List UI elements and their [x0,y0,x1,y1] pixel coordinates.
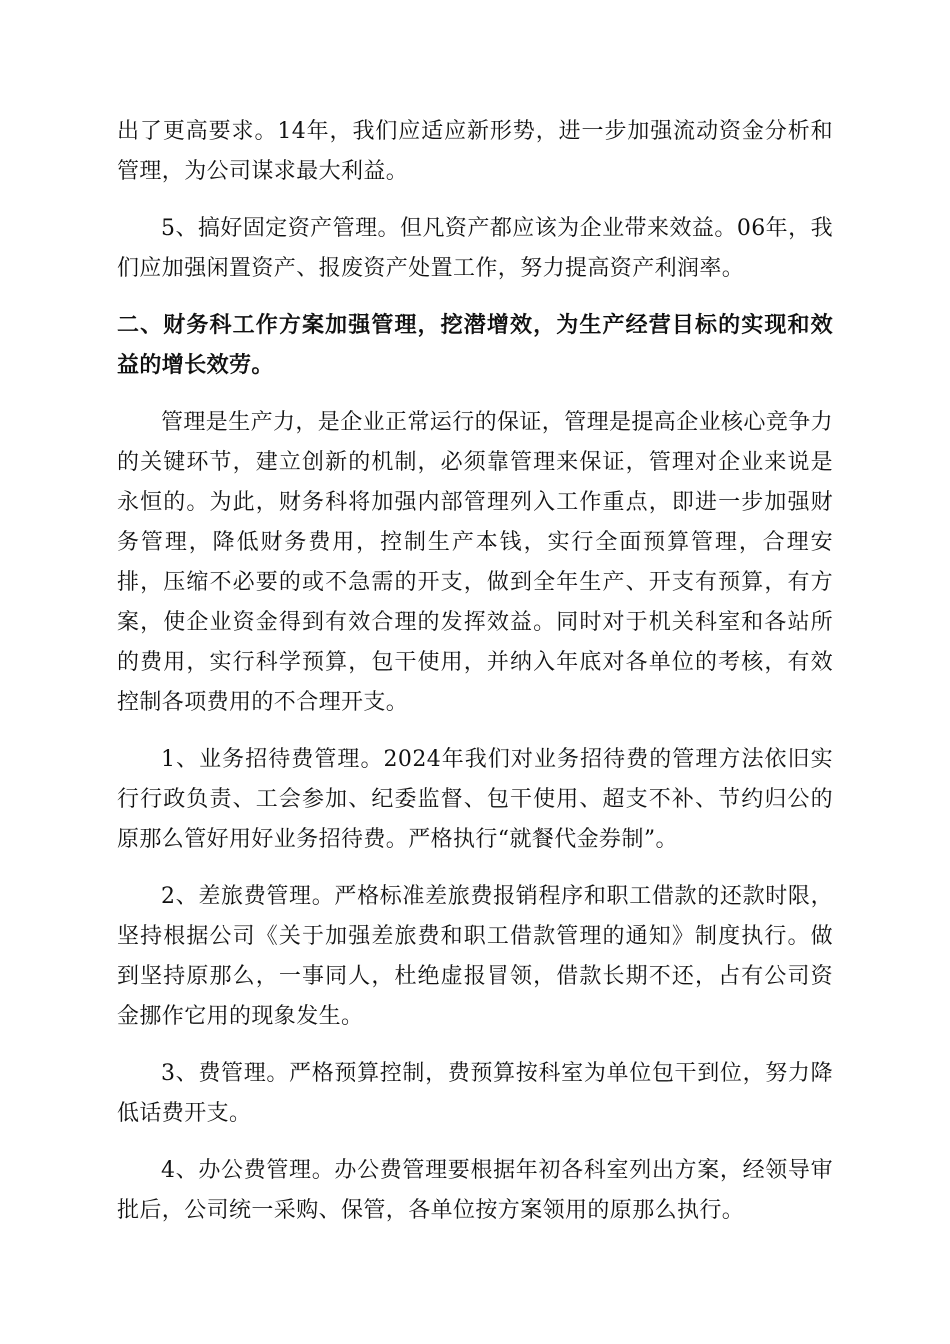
paragraph-management-intro: 管理是生产力，是企业正常运行的保证，管理是提高企业核心竞争力的关键环节，建立创新的机制，必须靠管理来保证，管理对企业来说是永恒的。为此，财务科将加强内部管理列入工作重点，即进一步加强财务管理，降低财务费用，控制生产本钱，实行全面预算管理，合理安排，压缩不必要的或不急需的开支，做到全年生产、开支有预算，有方案，使企业资金得到有效合理的发挥效益。同时对于机关科室和各站所的费用，实行科学预算，包干使用，并纳入年底对各单位的考核，有效控制各项费用的不合理开支。 [117,410,834,715]
paragraph-fixed-assets: 5、搞好固定资产管理。但凡资产都应该为企业带来效益。06年，我们应加强闲置资产、报废资产处置工作，努力提高资产利润率。 [117,216,833,281]
paragraph-liquidity-continued: 出了更高要求。14年，我们应适应新形势，进一步加强流动资金分析和管理，为公司谋求最大利益。 [117,119,833,184]
section-heading-two: 二、财务科工作方案加强管理，挖潜增效，为生产经营目标的实现和效益的增长效劳。 [117,313,833,378]
paragraph-entertainment-expense: 1、业务招待费管理。2024年我们对业务招待费的管理方法依旧实行行政负责、工会参加、纪委监督、包干使用、超支不补、节约归公的原那么管好用好业务招待费。严格执行“就餐代金券制”。 [117,747,833,852]
paragraph-travel-expense: 2、差旅费管理。严格标准差旅费报销程序和职工借款的还款时限，坚持根据公司《关于加强差旅费和职工借款管理的通知》制度执行。做到坚持原那么，一事同人，杜绝虚报冒领，借款长期不还，占有公司资金挪作它用的现象发生。 [117,884,833,1029]
paragraph-office-expense: 4、办公费管理。办公费管理要根据年初各科室列出方案，经领导审批后，公司统一采购、保管，各单位按方案领用的原那么执行。 [117,1158,833,1223]
paragraph-phone-expense: 3、费管理。严格预算控制，费预算按科室为单位包干到位，努力降低话费开支。 [117,1061,833,1126]
document-page [117,112,833,1248]
